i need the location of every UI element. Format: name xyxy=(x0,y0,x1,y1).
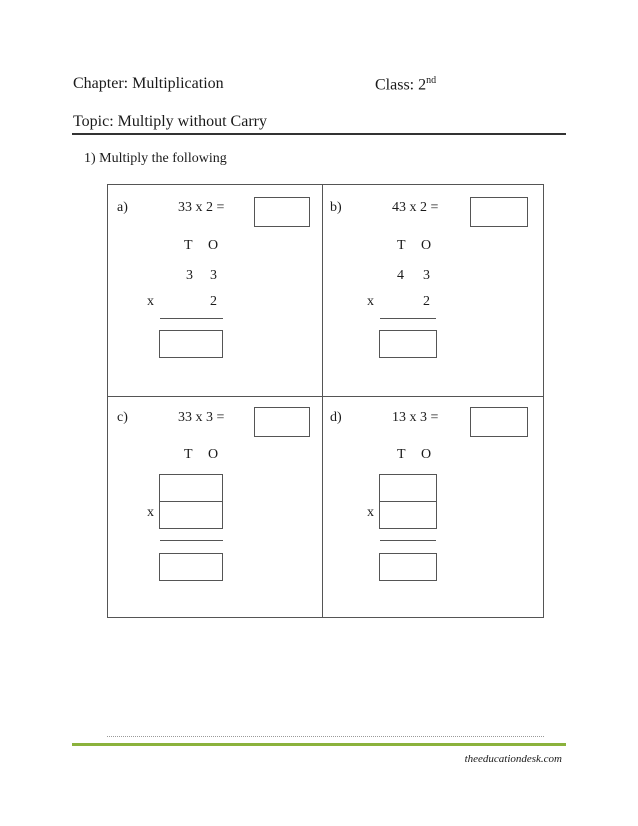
problem-d-underline xyxy=(380,540,436,541)
problem-b-tens-header: T xyxy=(397,238,406,253)
problem-d-tens-header: T xyxy=(397,447,406,462)
problem-a-ones-header: O xyxy=(208,238,219,253)
problem-d-answer-box[interactable] xyxy=(470,407,528,437)
topic-title: Topic: Multiply without Carry xyxy=(73,113,267,130)
problem-b-underline xyxy=(380,318,436,319)
problem-b-ones-header: O xyxy=(421,238,432,253)
header-rule xyxy=(72,133,566,135)
chapter-title: Chapter: Multiplication xyxy=(73,75,224,92)
problem-a-tens-header: T xyxy=(184,238,193,253)
footer-accent-bar xyxy=(72,743,566,746)
grid-vertical-divider xyxy=(322,184,323,618)
problem-c-ones-header: O xyxy=(208,447,219,462)
problem-c-multiplier-box[interactable] xyxy=(159,501,223,529)
problem-d-ones-header: O xyxy=(421,447,432,462)
problem-b-times-sign: x xyxy=(367,294,374,309)
grid-horizontal-divider xyxy=(107,396,544,397)
problem-c-equation: 33 x 3 = xyxy=(178,410,225,425)
problem-a-tens-digit: 3 xyxy=(186,268,193,283)
problem-b-tens-digit: 4 xyxy=(397,268,404,283)
problem-a-ones-digit: 3 xyxy=(210,268,217,283)
problem-d-times-sign: x xyxy=(367,505,374,520)
problem-a-multiplier: 2 xyxy=(210,294,217,309)
problem-b-result-box[interactable] xyxy=(379,330,437,358)
problem-b-equation: 43 x 2 = xyxy=(392,200,439,215)
question-instruction: 1) Multiply the following xyxy=(84,151,227,166)
problem-b-answer-box[interactable] xyxy=(470,197,528,227)
problem-a-result-box[interactable] xyxy=(159,330,223,358)
problem-a-times-sign: x xyxy=(147,294,154,309)
problem-a-label: a) xyxy=(117,200,128,215)
class-superscript: nd xyxy=(426,75,437,86)
problem-a-equation: 33 x 2 = xyxy=(178,200,225,215)
problem-d-multiplier-box[interactable] xyxy=(379,501,437,529)
problem-b-multiplier: 2 xyxy=(423,294,430,309)
problem-d-top-number-box[interactable] xyxy=(379,474,437,502)
problem-c-result-box[interactable] xyxy=(159,553,223,581)
problem-d-equation: 13 x 3 = xyxy=(392,410,439,425)
problem-c-tens-header: T xyxy=(184,447,193,462)
problem-b-label: b) xyxy=(330,200,342,215)
footer-dotted-rule xyxy=(107,736,544,737)
class-label xyxy=(375,75,436,94)
problem-c-label: c) xyxy=(117,410,128,425)
problem-d-result-box[interactable] xyxy=(379,553,437,581)
problem-a-underline xyxy=(160,318,223,319)
class-text: Class: 2 xyxy=(375,76,427,94)
problem-b-ones-digit: 3 xyxy=(423,268,430,283)
footer-site-name: theeducationdesk.com xyxy=(464,753,562,765)
problem-c-times-sign: x xyxy=(147,505,154,520)
problem-c-answer-box[interactable] xyxy=(254,407,310,437)
problem-a-answer-box[interactable] xyxy=(254,197,310,227)
problem-c-top-number-box[interactable] xyxy=(159,474,223,502)
problem-d-label: d) xyxy=(330,410,342,425)
problem-c-underline xyxy=(160,540,223,541)
